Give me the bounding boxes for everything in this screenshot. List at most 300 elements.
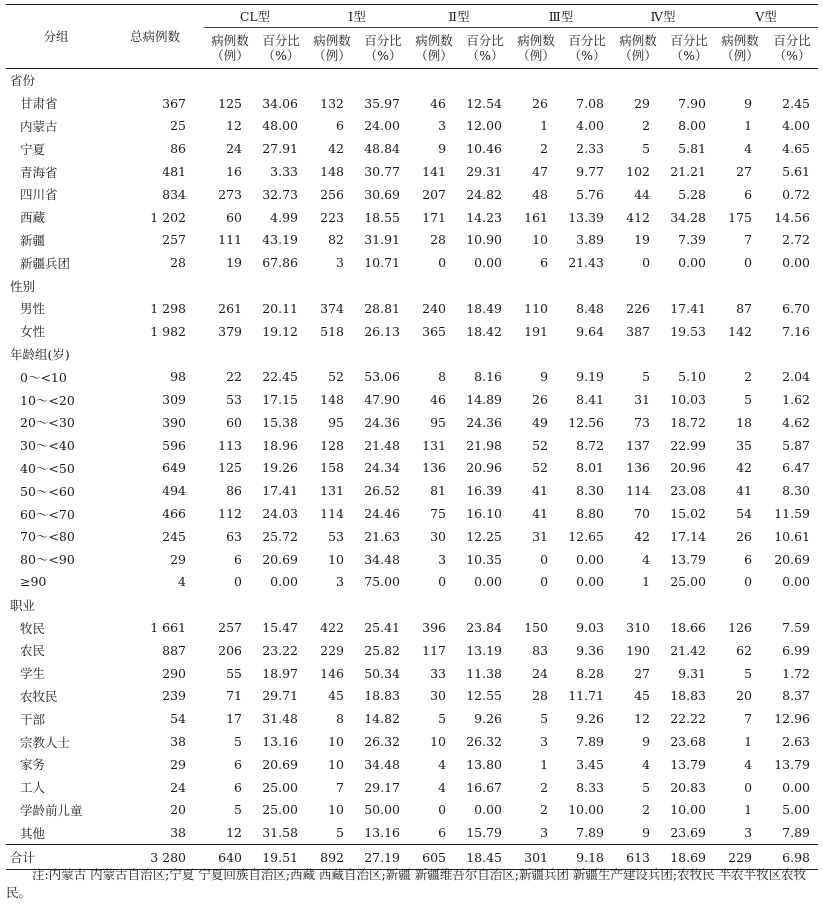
cell-percent: 18.83	[364, 688, 401, 704]
subheader-count-l1: 病例数	[211, 33, 249, 48]
cell-percent: 24.03	[262, 506, 298, 522]
cell-count: 10	[328, 756, 344, 772]
cell-count: 26	[532, 95, 549, 111]
cell-count: 175	[728, 209, 753, 225]
cell-percent: 25.72	[262, 528, 298, 544]
header-type-2: Ⅱ型	[408, 5, 510, 28]
cell-count: 31	[634, 392, 651, 408]
cell-count: 1	[744, 118, 753, 134]
row-label: 30～<40	[20, 438, 75, 454]
cell-count: 142	[728, 323, 753, 339]
cell-count: 22	[226, 369, 242, 385]
cell-percent: 5.87	[782, 437, 811, 453]
subheader-count-l2: （例）	[313, 48, 351, 63]
cell-count: 12	[226, 825, 242, 841]
cell-percent: 4.65	[782, 141, 811, 157]
cell-percent: 27.91	[262, 141, 298, 157]
subheader-percent-l1: 百分比	[466, 33, 504, 48]
cell-count: 128	[320, 437, 344, 453]
cell-percent: 30.77	[364, 164, 401, 180]
cell-count: 6	[438, 825, 447, 841]
cell-percent: 5.00	[782, 802, 811, 818]
cell-count: 28	[430, 232, 447, 248]
cell-percent: 17.41	[262, 483, 298, 499]
row-total-cases: 481	[162, 164, 186, 180]
cell-percent: 24.46	[364, 506, 401, 522]
row-total-cases: 290	[162, 665, 186, 681]
header-row-types	[6, 5, 818, 28]
cell-percent: 43.19	[262, 232, 298, 248]
cell-count: 3	[438, 118, 447, 134]
cell-percent: 15.47	[262, 620, 298, 636]
cell-count: 110	[524, 300, 549, 316]
cell-count: 52	[328, 369, 344, 385]
cell-percent: 50.34	[364, 665, 401, 681]
cell-count: 42	[328, 141, 344, 157]
cell-percent: 24.82	[466, 186, 503, 202]
cell-percent: 14.56	[774, 209, 811, 225]
cell-percent: 10.35	[466, 551, 503, 567]
cell-count: 26	[532, 392, 549, 408]
row-label: 女性	[20, 324, 46, 340]
cell-percent: 20.96	[670, 460, 707, 476]
row-label: 新疆兵团	[20, 255, 71, 271]
cell-count: 0	[438, 255, 447, 271]
section-title: 年龄组(岁)	[10, 346, 70, 362]
cell-percent: 11.71	[568, 688, 605, 704]
row-total-cases: 309	[162, 392, 186, 408]
cell-count: 12	[634, 711, 651, 727]
section-header-row	[6, 69, 818, 92]
cell-count: 52	[532, 460, 549, 476]
cell-percent: 6.99	[782, 642, 811, 658]
row-total-cases: 4	[178, 574, 186, 590]
cell-percent: 48.00	[262, 118, 298, 134]
cell-count: 136	[626, 460, 651, 476]
cell-count: 35	[736, 437, 753, 453]
cell-count: 5	[744, 665, 753, 681]
cell-count: 5	[234, 734, 242, 749]
cell-count: 640	[204, 845, 256, 870]
header-type-4: Ⅳ型	[612, 5, 714, 28]
table-row	[6, 799, 818, 822]
table-row	[6, 434, 818, 457]
cell-count: 24	[226, 141, 242, 157]
cell-percent: 8.01	[576, 460, 605, 476]
cell-percent: 7.16	[782, 323, 811, 339]
cell-count: 53	[328, 528, 344, 544]
cell-percent: 21.98	[466, 437, 503, 453]
cell-count: 257	[218, 620, 242, 636]
table-row	[6, 548, 818, 571]
cell-count: 27	[736, 164, 753, 180]
cell-percent: 15.02	[670, 506, 707, 522]
cell-percent: 14.23	[466, 209, 503, 225]
cell-percent: 10.00	[568, 802, 605, 818]
cell-count: 4	[642, 756, 651, 772]
cell-percent: 13.16	[262, 734, 298, 749]
cell-percent: 8.72	[576, 437, 605, 453]
cell-percent: 12.55	[466, 688, 503, 704]
table-row	[6, 183, 818, 206]
cell-percent: 9.03	[576, 620, 605, 636]
row-label: 青海省	[20, 164, 58, 180]
cell-percent: 0.00	[270, 574, 298, 590]
cell-percent: 0.00	[782, 779, 811, 795]
cell-percent: 26.13	[364, 323, 401, 339]
subheader-count-l1: 病例数	[313, 33, 351, 48]
cell-percent: 9.26	[474, 711, 503, 727]
cell-count: 131	[422, 437, 447, 453]
cell-count: 0	[744, 255, 753, 271]
cell-count: 87	[736, 300, 753, 316]
cell-percent: 25.41	[364, 620, 401, 636]
cell-percent: 16.67	[466, 779, 503, 795]
cell-percent: 34.48	[364, 756, 401, 772]
cell-count: 229	[714, 845, 766, 870]
cell-percent: 22.22	[670, 711, 707, 727]
cell-percent: 8.00	[678, 118, 707, 134]
subheader-count-l2: （例）	[619, 48, 657, 63]
cell-count: 111	[218, 232, 242, 248]
cell-percent: 16.10	[466, 506, 503, 522]
cell-percent: 47.90	[364, 392, 401, 408]
cell-percent: 13.79	[774, 756, 811, 772]
cell-count: 10	[328, 802, 344, 818]
cell-percent: 29.71	[262, 688, 298, 704]
row-total-cases: 245	[162, 528, 186, 544]
cell-percent: 8.80	[576, 506, 605, 522]
cell-count: 42	[736, 460, 753, 476]
cell-percent: 1.72	[782, 665, 811, 681]
cell-count: 10	[532, 232, 549, 248]
cell-count: 136	[422, 460, 447, 476]
cell-percent: 5.10	[678, 369, 707, 385]
row-label: 工人	[20, 780, 46, 796]
cell-count: 95	[430, 414, 447, 430]
row-label: 干部	[20, 711, 46, 727]
cell-percent: 6.70	[782, 300, 811, 316]
cell-percent: 2.72	[782, 232, 811, 248]
cell-percent: 13.80	[466, 756, 503, 772]
cell-count: 12	[226, 118, 242, 134]
cell-count: 0	[744, 574, 753, 590]
row-total-cases: 887	[162, 642, 186, 658]
cell-percent: 0.00	[576, 574, 605, 590]
cell-percent: 25.00	[670, 574, 707, 590]
cell-count: 4	[744, 756, 753, 772]
cell-percent: 5.76	[576, 186, 605, 202]
header-type-1: Ⅰ型	[306, 5, 408, 28]
cell-percent: 7.90	[678, 95, 707, 111]
cell-count: 6	[234, 756, 242, 772]
cell-percent: 30.69	[364, 186, 401, 202]
subheader-percent-l2: （%）	[262, 48, 300, 63]
table-row	[6, 616, 818, 639]
cell-percent: 12.25	[466, 528, 503, 544]
cell-count: 4	[438, 756, 447, 772]
cell-percent: 19.12	[262, 323, 298, 339]
cell-count: 158	[320, 460, 344, 476]
subheader-percent-l2: （%）	[466, 48, 504, 63]
cell-count: 18	[736, 414, 753, 430]
cell-count: 150	[524, 620, 549, 636]
cell-percent: 21.48	[364, 437, 401, 453]
cell-percent: 28.81	[364, 300, 401, 316]
cell-count: 75	[430, 506, 447, 522]
cell-count: 48	[532, 186, 549, 202]
cell-count: 256	[320, 186, 344, 202]
row-label: 其他	[20, 825, 46, 841]
table-row	[6, 251, 818, 274]
cell-count: 17	[226, 711, 242, 727]
cell-count: 5	[642, 369, 651, 385]
section-title: 职业	[10, 597, 36, 613]
cell-count: 310	[626, 620, 651, 636]
subheader-count	[612, 28, 664, 69]
cell-count: 6	[336, 118, 344, 134]
subheader-percent	[766, 28, 818, 69]
cell-count: 273	[218, 186, 242, 202]
row-label: 牧民	[20, 620, 46, 636]
cell-count: 95	[328, 414, 344, 430]
cell-count: 3	[438, 551, 447, 567]
subheader-percent-l1: 百分比	[773, 33, 811, 48]
table-row	[6, 525, 818, 548]
table-row	[6, 753, 818, 776]
cell-percent: 0.00	[782, 574, 811, 590]
cell-percent: 7.89	[576, 825, 605, 841]
cell-count: 6	[234, 779, 242, 795]
row-total-cases: 1 298	[150, 300, 186, 316]
cell-percent: 23.22	[262, 642, 298, 658]
cell-percent: 26.52	[364, 483, 401, 499]
cell-percent: 24.00	[364, 118, 401, 134]
cell-count: 60	[226, 209, 242, 225]
cell-count: 7	[744, 711, 753, 727]
cell-percent: 13.39	[568, 209, 605, 225]
cell-percent: 53.06	[364, 369, 401, 385]
table-row	[6, 479, 818, 502]
cell-percent: 9.19	[576, 369, 605, 385]
cell-percent: 10.00	[670, 802, 707, 818]
cell-percent: 7.08	[576, 95, 605, 111]
cell-count: 892	[306, 845, 358, 870]
cell-count: 379	[218, 323, 242, 339]
cell-count: 5	[744, 392, 753, 408]
data-table-container	[6, 4, 818, 870]
cell-count: 2	[540, 779, 549, 795]
cell-count: 42	[634, 528, 651, 544]
cell-count: 60	[226, 414, 242, 430]
cell-percent: 25.00	[262, 779, 298, 795]
subheader-percent	[256, 28, 306, 69]
cell-count: 2	[642, 802, 651, 818]
cell-count: 86	[226, 483, 242, 499]
cell-percent: 20.96	[466, 460, 503, 476]
cell-count: 2	[642, 118, 651, 134]
cell-percent: 35.97	[364, 95, 401, 111]
cell-percent: 8.33	[576, 779, 605, 795]
cell-percent: 23.84	[466, 620, 503, 636]
row-label: ≥90	[20, 574, 47, 590]
row-label: 40～<50	[20, 460, 75, 476]
subheader-count	[408, 28, 460, 69]
cell-percent: 8.41	[576, 392, 605, 408]
table-row	[6, 206, 818, 229]
row-label: 合计	[6, 845, 106, 870]
header-type-3: Ⅲ型	[510, 5, 612, 28]
row-label: 宁夏	[20, 141, 46, 157]
cell-count: 46	[430, 392, 447, 408]
cell-percent: 5.81	[678, 141, 707, 157]
cell-percent: 14.82	[364, 711, 401, 727]
row-total-cases: 466	[162, 506, 186, 522]
row-total-cases: 86	[170, 141, 186, 157]
cell-count: 10	[328, 734, 344, 749]
cell-percent: 67.86	[262, 255, 298, 271]
cell-count: 137	[626, 437, 651, 453]
cell-percent: 2.04	[782, 369, 811, 385]
cell-percent: 18.66	[670, 620, 707, 636]
table-row	[6, 137, 818, 160]
cell-count: 605	[408, 845, 460, 870]
cell-count: 44	[634, 186, 651, 202]
cell-percent: 4.99	[270, 209, 298, 225]
cell-count: 0	[540, 574, 549, 590]
cell-count: 41	[532, 506, 549, 522]
cell-count: 19	[226, 255, 242, 271]
subheader-percent	[562, 28, 612, 69]
cell-percent: 31.91	[364, 232, 401, 248]
cell-count: 9	[438, 141, 447, 157]
section-title: 省份	[10, 73, 36, 89]
cell-percent: 21.21	[670, 164, 707, 180]
cell-count: 5	[540, 711, 549, 727]
cell-count: 8	[336, 711, 344, 727]
cell-count: 3	[744, 825, 753, 841]
cell-percent: 13.79	[670, 551, 707, 567]
cell-count: 0	[642, 255, 651, 271]
cell-count: 301	[510, 845, 562, 870]
row-label: 学龄前儿童	[20, 802, 83, 818]
cell-percent: 12.65	[568, 528, 605, 544]
cell-count: 240	[422, 300, 447, 316]
cell-percent: 18.97	[262, 665, 298, 681]
cell-percent: 18.69	[664, 845, 714, 870]
cell-percent: 9.36	[576, 642, 605, 658]
cell-count: 261	[218, 300, 242, 316]
table-row	[6, 411, 818, 434]
subheader-percent	[460, 28, 510, 69]
cell-count: 28	[532, 688, 549, 704]
cell-percent: 11.59	[774, 506, 811, 522]
cell-count: 27	[634, 665, 651, 681]
header-total: 总病例数	[106, 5, 204, 69]
cell-count: 6	[744, 551, 753, 567]
row-label: 甘肃省	[20, 96, 58, 112]
cell-count: 3	[336, 255, 344, 271]
cell-count: 55	[226, 665, 242, 681]
cell-count: 131	[320, 483, 344, 499]
subheader-count-l2: （例）	[211, 48, 249, 63]
table-row	[6, 320, 818, 343]
cell-percent: 7.59	[782, 620, 811, 636]
cell-percent: 29.31	[466, 164, 503, 180]
cell-count: 396	[422, 620, 447, 636]
cell-count: 148	[320, 392, 344, 408]
cell-count: 20	[736, 688, 753, 704]
cell-percent: 26.32	[364, 734, 401, 749]
table-row	[6, 502, 818, 525]
table-row	[6, 821, 818, 844]
cell-count: 54	[736, 506, 753, 522]
cell-percent: 2.33	[576, 141, 605, 157]
cell-percent: 13.79	[670, 756, 707, 772]
cell-count: 24	[532, 665, 549, 681]
cell-percent: 18.55	[364, 209, 401, 225]
cell-percent: 9.18	[562, 845, 612, 870]
cell-count: 41	[532, 483, 549, 499]
cell-count: 2	[744, 369, 753, 385]
cell-count: 53	[226, 392, 242, 408]
cell-count: 141	[422, 164, 447, 180]
table-row	[6, 639, 818, 662]
cell-count: 45	[328, 688, 344, 704]
row-total-cases: 25	[170, 118, 186, 134]
cell-count: 0	[438, 574, 447, 590]
cell-count: 102	[626, 164, 651, 180]
table-row	[6, 115, 818, 138]
row-total-cases: 257	[162, 232, 186, 248]
cell-count: 6	[540, 255, 549, 271]
cell-percent: 0.00	[678, 255, 707, 271]
cell-count: 132	[320, 95, 344, 111]
cell-count: 2	[540, 141, 549, 157]
cell-count: 161	[524, 209, 549, 225]
cell-count: 422	[320, 620, 344, 636]
cell-count: 31	[532, 528, 549, 544]
table-row	[6, 229, 818, 252]
table-row	[6, 662, 818, 685]
cell-count: 5	[438, 711, 447, 727]
subheader-count-l2: （例）	[517, 48, 555, 63]
cell-count: 6	[234, 551, 242, 567]
table-row	[6, 730, 818, 753]
row-total-cases: 28	[170, 255, 186, 271]
row-label: 新疆	[20, 232, 46, 248]
table-row	[6, 297, 818, 320]
cell-percent: 32.73	[262, 186, 298, 202]
cell-percent: 27.19	[358, 845, 408, 870]
cell-percent: 2.45	[782, 95, 811, 111]
subheader-count-l2: （例）	[721, 48, 759, 63]
table-row	[6, 92, 818, 115]
cell-percent: 10.61	[774, 528, 811, 544]
cell-count: 26	[736, 528, 753, 544]
cell-count: 365	[422, 323, 447, 339]
cell-percent: 13.19	[466, 642, 503, 658]
cell-count: 45	[634, 688, 651, 704]
cell-percent: 2.63	[782, 734, 811, 749]
cell-count: 33	[430, 665, 447, 681]
cell-percent: 9.26	[576, 711, 605, 727]
cell-percent: 34.06	[262, 95, 298, 111]
cell-percent: 6.47	[782, 460, 811, 476]
row-label: 70～<80	[20, 529, 75, 545]
row-label: 四川省	[20, 187, 58, 203]
cell-percent: 8.48	[576, 300, 605, 316]
